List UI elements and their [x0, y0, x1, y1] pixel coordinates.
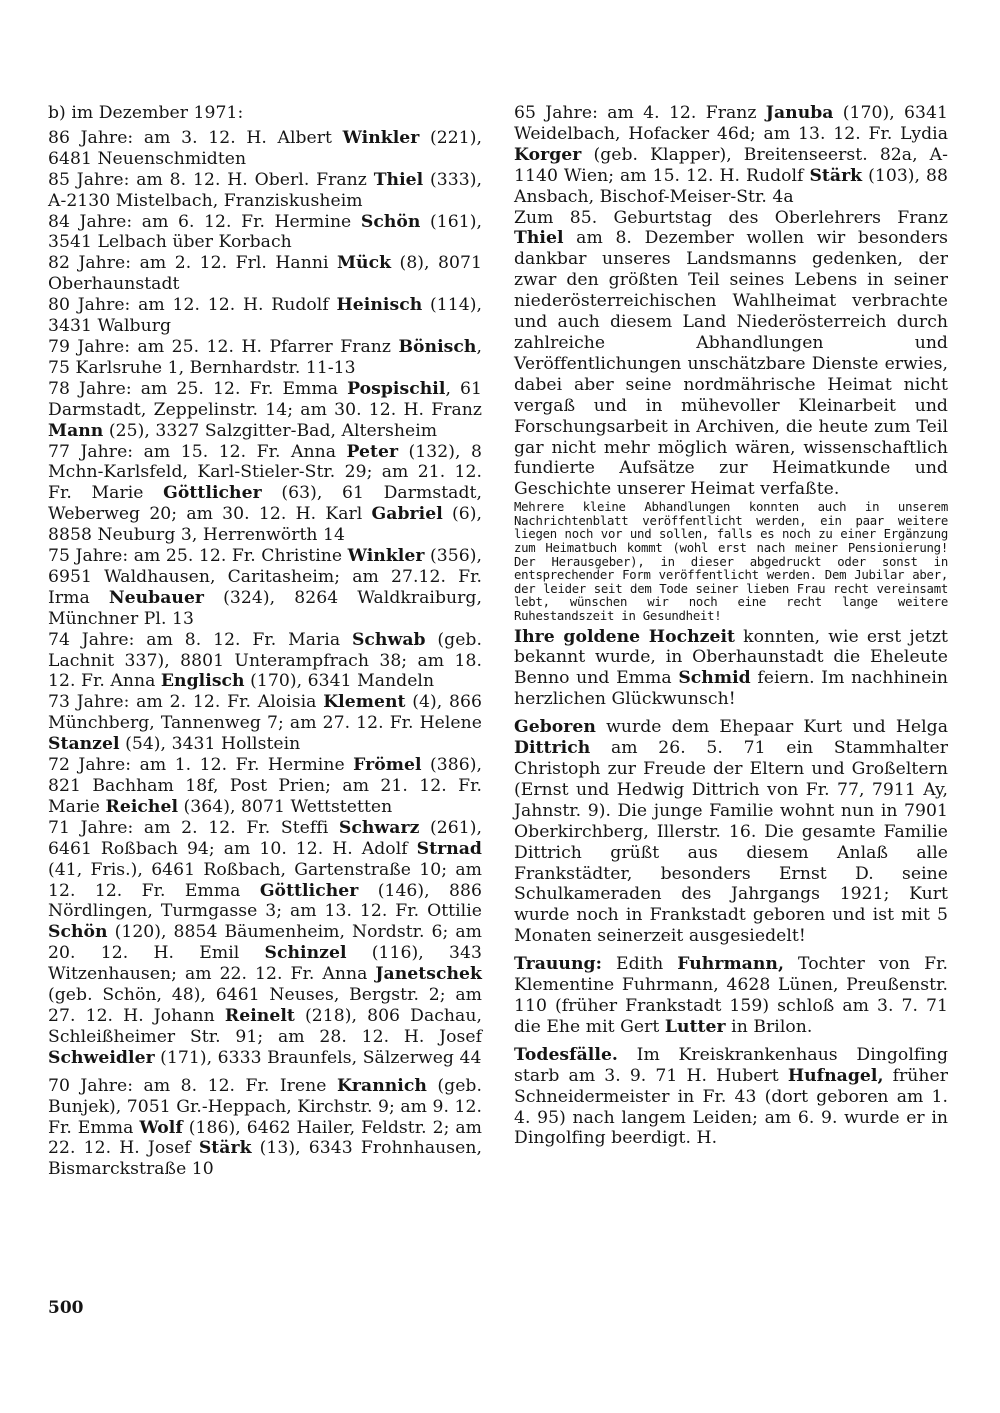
golden-wedding-notice: Ihre goldene Hochzeit konnten, wie erst jetzt bekannt wurde, in Oberhaunstadt die Eheleute Benno und Emma Schmid feiern. Im nachhinein herzlichen Glückwunsch!: [514, 626, 948, 710]
birthday-entry-74: 74 Jahre: am 8. 12. Fr. Maria Schwab (geb. Lachnit 337), 8801 Unterampfrach 38; am 18. 12. Fr. Anna Englisch (170), 6341 Mandeln: [48, 629, 482, 692]
bold-name: Schinzel: [264, 943, 347, 964]
birthday-entry-72: 72 Jahre: am 1. 12. Fr. Hermine Frömel (386), 821 Bachham 18f, Post Prien; am 21. 12. Fr. Marie Reichel (364), 8071 Wettstetten: [48, 755, 482, 817]
bold-name: Strnad: [416, 838, 482, 859]
bold-name: Hufnagel,: [787, 1065, 884, 1086]
bold-name: Ihre goldene Hochzeit: [514, 626, 736, 647]
bold-name: Dittrich: [514, 738, 591, 759]
bold-name: Schwab: [351, 629, 426, 650]
bold-name: Mück: [336, 253, 392, 274]
bold-name: Wolf: [139, 1117, 183, 1138]
bold-name: Reinelt: [224, 1005, 295, 1026]
bold-name: Trauung:: [514, 954, 602, 975]
birthday-entry-78: 78 Jahre: am 25. 12. Fr. Emma Pospischil, 61 Darmstadt, Zeppelinstr. 14; am 30. 12. H. Franz Mann (25), 3327 Salzgitter-Bad, Altersheim: [48, 378, 482, 441]
bold-name: Heinisch: [336, 295, 423, 316]
bold-name: Pospischil: [347, 378, 446, 399]
bold-name: Stärk: [809, 165, 863, 186]
birth-notice: Geboren wurde dem Ehepaar Kurt und Helga Dittrich am 26. 5. 71 ein Stammhalter Christoph zur Freude der Eltern und Großeltern (Ernst und Hedwig Dittrich von Fr. 77, 7911 Ay, Jahnstr. 9). Die junge Familie wohnt nun in 7901 Oberkirchberg, Illerstr. 16. Die gesamte Familie Dittrich grüßt aus diesem Anlaß alle Frankstädter, besonders Ernst D. seine Schulkameraden des Jahrgangs 1921; Kurt wurde noch in Frankstadt geboren und ist mit 5 Monaten seinerzeit ausgesiedelt!: [514, 717, 948, 947]
bold-name: Korger: [514, 144, 582, 165]
birthday-entry-85: 85 Jahre: am 8. 12. H. Oberl. Franz Thiel (333), A-2130 Mistelbach, Franziskusheim: [48, 169, 482, 211]
bold-name: Winkler: [342, 127, 420, 148]
birthday-entry-77: 77 Jahre: am 15. 12. Fr. Anna Peter (132), 8 Mchn-Karlsfeld, Karl-Stieler-Str. 29; am 21. 12. Fr. Marie Göttlicher (63), 61 Darmstadt, Weberweg 20; am 30. 12. H. Karl Gabriel (6), 8858 Neuburg 3, Herrenwörth 14: [48, 441, 482, 546]
tribute-paragraph: Zum 85. Geburtstag des Oberlehrers Franz Thiel am 8. Dezember wollen wir besonders dankbar unseres Landsmanns gedenken, der zwar den größten Teil seines Lebens in seiner niederösterreichischen Wahlheimat verbrachte und auch diesem Land Niederösterreich durch zahlreiche Abhandlungen und Veröffentlichungen unschätzbare Dienste erwies, dabei aber seine nordmährische Heimat nicht vergaß und in mühevoller Kleinarbeit und Forschungsarbeit in Archiven, die heute zum Teil gar nicht mehr möglich wären, wissenschaftlich fundierte Aufsätze zur Heimatkunde und Geschichte unserer Heimat verfaßte.: [514, 207, 948, 500]
bold-name: Schmid: [678, 668, 751, 689]
bold-name: Lutter: [664, 1016, 726, 1037]
bold-name: Peter: [346, 441, 399, 462]
bold-name: Mann: [48, 420, 104, 441]
birthday-entry-84: 84 Jahre: am 6. 12. Fr. Hermine Schön (161), 3541 Lelbach über Korbach: [48, 211, 482, 253]
bold-name: Thiel: [373, 169, 424, 190]
bold-name: Bönisch: [398, 336, 477, 357]
deaths-notice: Todesfälle. Im Kreiskrankenhaus Dingolfing starb am 3. 9. 71 H. Hubert Hufnagel, früher Schneidermeister in Fr. 43 (dort geboren am 1. 4. 95) nach langem Leiden; am 6. 9. wurde er in Dingolfing beerdigt. H.: [514, 1044, 948, 1149]
bold-name: Göttlicher: [259, 880, 359, 901]
page-number: 500: [48, 1298, 84, 1318]
left-column: [48, 103, 482, 1180]
birthday-entry-80: 80 Jahre: am 12. 12. H. Rudolf Heinisch (114), 3431 Walburg: [48, 295, 482, 337]
bold-name: Fuhrmann,: [677, 954, 784, 975]
birthday-entry-79: 79 Jahre: am 25. 12. H. Pfarrer Franz Bönisch, 75 Karlsruhe 1, Bernhardstr. 11-13: [48, 336, 482, 378]
birthday-entry-82: 82 Jahre: am 2. 12. Frl. Hanni Mück (8), 8071 Oberhaunstadt: [48, 253, 482, 295]
bold-name: Frömel: [353, 755, 422, 776]
bold-name: Janetschek: [375, 964, 482, 985]
bold-name: Todesfälle.: [514, 1044, 618, 1065]
bold-name: Neubauer: [108, 587, 205, 608]
bold-name: Stanzel: [48, 734, 120, 755]
birthday-entry-86: 86 Jahre: am 3. 12. H. Albert Winkler (221), 6481 Neuenschmidten: [48, 127, 482, 169]
birthday-entry-73: 73 Jahre: am 2. 12. Fr. Aloisia Klement (4), 866 Münchberg, Tannenweg 7; am 27. 12. Fr. Helene Stanzel (54), 3431 Hollstein: [48, 692, 482, 755]
bold-name: Winkler: [347, 546, 425, 567]
bold-name: Schweidler: [48, 1047, 155, 1068]
bold-name: Thiel: [514, 228, 564, 249]
bold-name: Göttlicher: [163, 483, 262, 504]
birthday-entry-70: 70 Jahre: am 8. 12. Fr. Irene Krannich (geb. Bunjek), 7051 Gr.-Heppach, Kirchstr. 9; am 9. 12. Fr. Emma Wolf (186), 6462 Hailer, Feldstr. 2; am 22. 12. H. Josef Stärk (13), 6343 Frohnhausen, Bismarckstraße 10: [48, 1075, 482, 1180]
bold-name: Krannich: [336, 1075, 427, 1096]
birthday-entry-71: 71 Jahre: am 2. 12. Fr. Steffi Schwarz (261), 6461 Roßbach 94; am 10. 12. H. Adolf Strnad (41, Fris.), 6461 Roßbach, Gartenstraße 10; am 12. 12. Fr. Emma Göttlicher (146), 886 Nördlingen, Turmgasse 3; am 13. 12. Fr. Ottilie Schön (120), 8854 Bäumenheim, Nordstr. 6; am 20. 12. H. Emil Schinzel (116), 343 Witzenhausen; am 22. 12. Fr. Anna Janetschek (geb. Schön, 48), 6461 Neuses, Bergstr. 2; am 27. 12. H. Johann Reinelt (218), 806 Dachau, Schleißheimer Str. 91; am 28. 12. H. Josef Schweidler (171), 6333 Braunfels, Sälzerweg 44: [48, 817, 482, 1068]
bold-name: Januba: [765, 103, 834, 123]
bold-name: Englisch: [160, 671, 245, 692]
bold-name: Schön: [48, 922, 108, 943]
birthday-entry-75: 75 Jahre: am 25. 12. Fr. Christine Winkler (356), 6951 Waldhausen, Caritasheim; am 27.12. Fr. Irma Neubauer (324), 8264 Waldkraiburg, Münchner Pl. 13: [48, 546, 482, 629]
bold-name: Schön: [360, 211, 421, 232]
section-heading: b) im Dezember 1971:: [48, 103, 244, 123]
bold-name: Klement: [323, 692, 406, 713]
bold-name: Stärk: [198, 1138, 252, 1159]
bold-name: Geboren: [514, 717, 596, 738]
bold-name: Gabriel: [371, 504, 443, 525]
bold-name: Schwarz: [338, 817, 420, 838]
bold-name: Reichel: [105, 796, 179, 817]
wedding-notice: Trauung: Edith Fuhrmann, Tochter von Fr. Klementine Fuhrmann, 4628 Lünen, Preußenstr. 110 (früher Frankstadt 159) schloß am 3. 7. 71 die Ehe mit Gert Lutter in Brilon.: [514, 954, 948, 1037]
birthday-entry-65: 65 Jahre: am 4. 12. Franz Januba (170), 6341 Weidelbach, Hofacker 46d; am 13. 12. Fr. Lydia Korger (geb. Klapper), Breitenseerst. 82a, A-1140 Wien; am 15. 12. H. Rudolf Stärk (103), 88 Ansbach, Bischof-Meiser-Str. 4a: [514, 103, 948, 207]
tribute-note: Mehrere kleine Abhandlungen konnten auch in unserem Nachrichtenblatt veröffentlicht werden, ein paar weitere liegen noch vor und sollen, falls es noch zu einer Ergänzung zum Heimatbuch kommt (wohl erst nach meiner Pensionierung! Der Herausgeber), in dieser abgedruckt oder sonst in entsprechender Form veröffentlicht werden. Dem Jubilar aber, der leider seit dem Tode seiner lieben Frau recht vereinsamt lebt, wünschen wir noch eine recht lange weitere Ruhestandszeit in Gesundheit!: [514, 500, 948, 623]
right-column: [514, 103, 948, 1149]
